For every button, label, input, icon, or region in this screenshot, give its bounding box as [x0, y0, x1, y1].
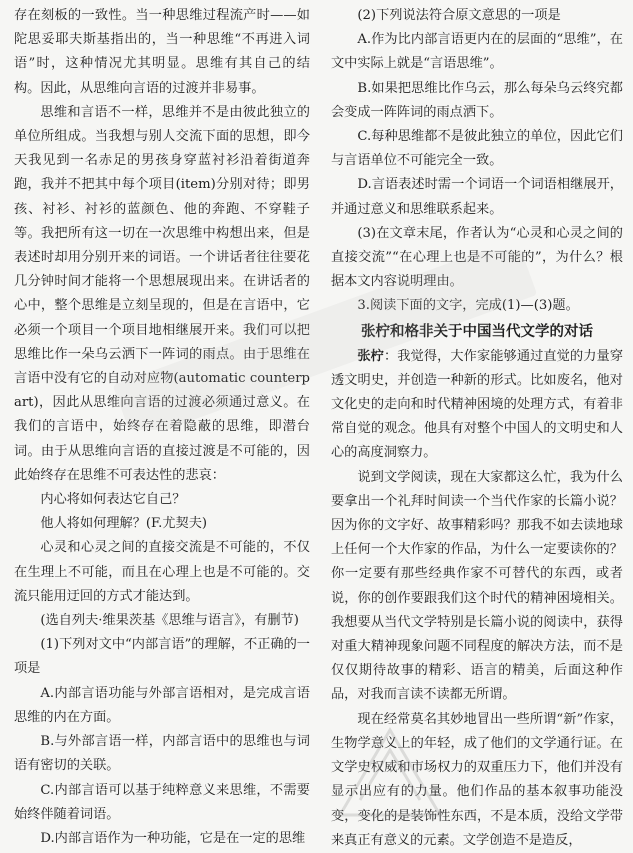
question-1-option-a: A.内部言语功能与外部言语相对，是完成言语思维的内在方面。: [14, 685, 310, 725]
paragraph-right-1: [331, 345, 623, 466]
question-1: (1)下列对文中“内部言语”的理解，不正确的一项是: [14, 637, 310, 677]
source-citation: (选自列夫·维果茨基《思维与语言》，有删节): [40, 613, 299, 629]
dialogue-title: 张柠和格非关于中国当代文学的对话: [361, 322, 593, 340]
paragraph-left-1: 存在刻板的一致性。当一种思维过程流产时——如陀思妥耶夫斯基指出的，当一种思维“不再进入词语”时，这种情况尤其明显。思维有其自己的结构。因此，从思维向言语的过渡并非易事。: [14, 8, 310, 96]
paragraph-left-3: 心灵和心灵之间的直接交流是不可能的，不仅在生理上不可能，而且在心理上也是不可能的。交流只能用迂回的方式才能达到。: [14, 540, 310, 604]
question-2: (2)下列说法符合原文意思的一项是: [357, 8, 561, 23]
question-1-option-c: C.内部言语可以基于纯粹意义来思维，不需要始终伴随着词语。: [14, 782, 310, 822]
poem-line-1: 内心将如何表达它自己？: [40, 492, 186, 508]
question-2-option-b: B.如果把思维比作乌云，那么每朵乌云终究都会变成一阵阵词的雨点洒下。: [331, 80, 623, 120]
question-2-option-a: A.作为比内部言语更内在的层面的“思维”，在文中实际上就是“言语思维”。: [331, 32, 623, 72]
paragraph-right-2: 说到文学阅读，现在大家都这么忙，我为什么要拿出一个礼拜时间读一个当代作家的长篇小说？因为你的文字好、故事精彩吗？那我不如去读地球上任何一个大作家的作品，为什么一定要读你的？你一定要有那些经典作家不可替代的东西，或者说，你的创作要跟我们这个时代的精神困境相关。我想要从当代文学特别是长篇小说的阅读中，获得对重大精神现象问题不同程度的解决方法，而不是仅仅期待故事的精彩、语言的精美，后面这种作品，对我而言读不读都无所谓。: [331, 469, 623, 703]
question-1-option-b: B.与外部言语一样，内部言语中的思维也与词语有密切的关联。: [14, 734, 310, 774]
question-2-option-d: D.言语表述时需一个词语一个词语相继展开，并通过意义和思维联系起来。: [331, 177, 623, 217]
speaker-text: ：我觉得，大作家能够通过直觉的力量穿透文明史，并创造一种新的形式。比如废名，他对文化史的走向和时代精神困境的处理方式，有着非常自觉的观念。他具有对整个中国人的文明史和人心的高度洞察力。: [331, 348, 624, 461]
paragraph-left-2: 思维和言语不一样，思维并不是由彼此独立的单位所组成。当我想与别人交流下面的思想，即今天我见到一名赤足的男孩身穿蓝衬衫沿着街道奔跑，我并不把其中每个项目(item)分别对待；即男孩、衬衫、衬衫的蓝颜色、他的奔跑、不穿鞋子等。我把所有这一切在一次思维中构想出来，但是表述时却用分别开来的词语。一个讲话者往往要花几分钟时间才能将一个思想展现出来。在讲话者的心中，整个思维是立刻呈现的，但是在言语中，它必须一个项目一个项目地相继展开来。我们可以把思维比作一朵乌云洒下一阵词的雨点。由于思维在言语中没有它的自动对应物(automatic counterpart)，因此从思维向言语的过渡必须通过意义。在我们的言语中，始终存在着隐蔽的思维，即潜台词。由于从思维向言语的直接过渡是不可能的，因此始终存在思维不可表达性的悲哀：: [14, 104, 310, 483]
question-2-option-c: C.每种思维都不是彼此独立的单位，因此它们与言语单位不可能完全一致。: [331, 129, 623, 169]
question-1-option-d: D.内部言语作为一种功能，它是在一定的思维: [40, 830, 306, 846]
question-3: (3)在文章末尾，作者认为“心灵和心灵之间的直接交流”“在心理上也是不可能的”，为什么？根据本文内容说明理由。: [331, 225, 623, 290]
left-column: [14, 4, 310, 851]
speaker-name: 张柠: [357, 348, 384, 364]
reading-task-3: 3.阅读下面的文字，完成(1)—(3)题。: [357, 298, 579, 314]
poem-line-2: 他人将如何理解？(F.尤契夫): [40, 516, 208, 532]
right-column: [331, 4, 623, 853]
paragraph-right-3: 现在经常莫名其妙地冒出一些所谓“新”作家，生物学意义上的年轻，成了他们的文学通行证。在文学史权威和市场权力的双重压力下，他们并没有显示出应有的力量。他们作品的基本叙事功能没变，变化的是装饰性东西，不是本质，没给文学带来真正有意义的元素。文学创造不是造反，: [331, 711, 623, 848]
